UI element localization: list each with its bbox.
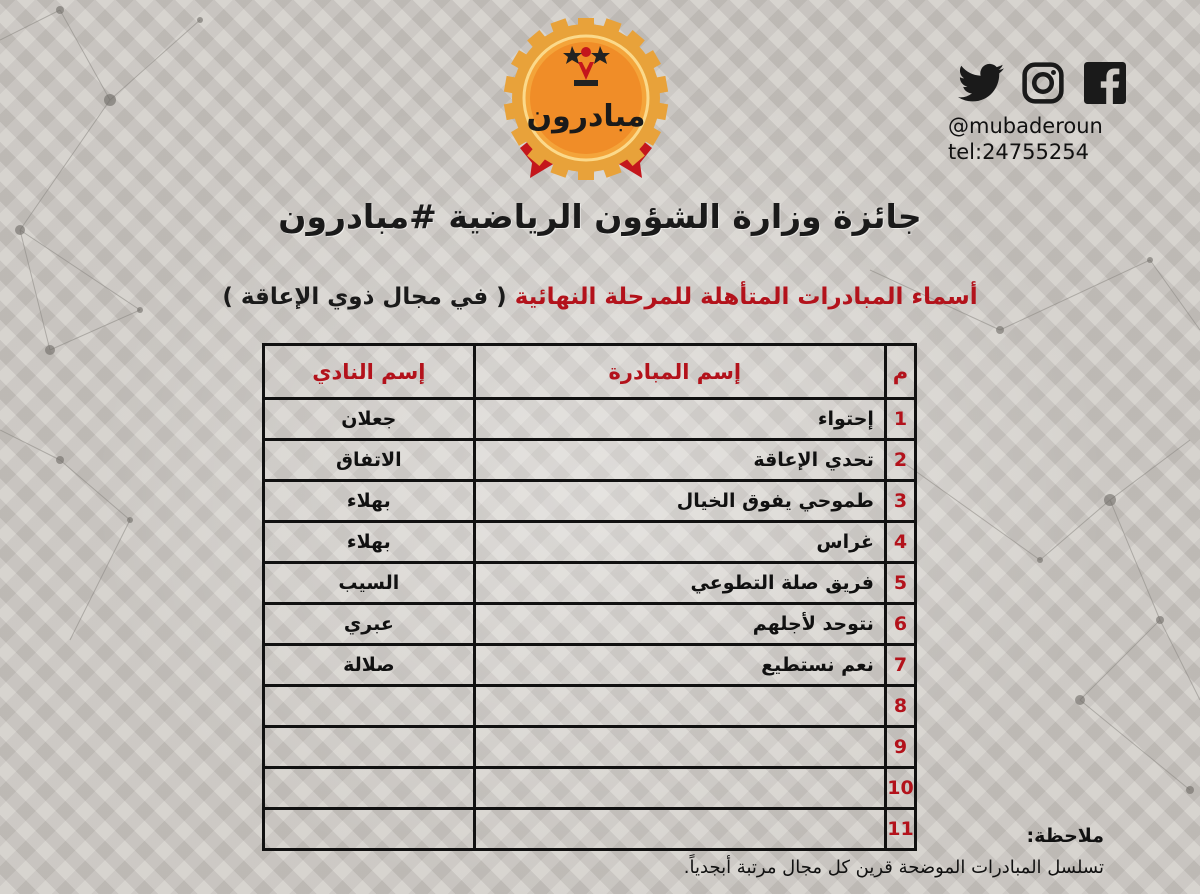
initiative-name: غراس bbox=[474, 522, 885, 563]
row-number: 2 bbox=[885, 440, 915, 481]
club-name: جعلان bbox=[264, 399, 475, 440]
initiative-name: طموحي يفوق الخيال bbox=[474, 481, 885, 522]
row-number: 3 bbox=[885, 481, 915, 522]
club-name bbox=[264, 727, 475, 768]
club-name: بهلاء bbox=[264, 522, 475, 563]
finalists-table bbox=[262, 343, 917, 851]
row-number: 4 bbox=[885, 522, 915, 563]
initiative-name bbox=[474, 727, 885, 768]
row-number: 8 bbox=[885, 686, 915, 727]
table-row bbox=[264, 727, 916, 768]
initiative-name: فريق صلة التطوعي bbox=[474, 563, 885, 604]
initiative-name bbox=[474, 686, 885, 727]
table-row bbox=[264, 481, 916, 522]
row-number: 9 bbox=[885, 727, 915, 768]
header-club: إسم النادي bbox=[264, 345, 475, 399]
club-name bbox=[264, 809, 475, 850]
table-row bbox=[264, 604, 916, 645]
table-row bbox=[264, 768, 916, 809]
initiative-name bbox=[474, 768, 885, 809]
table-row bbox=[264, 522, 916, 563]
subtitle-category: ( في مجال ذوي الإعاقة ) bbox=[222, 284, 507, 310]
club-name bbox=[264, 768, 475, 809]
note-label: ملاحظة: bbox=[1026, 825, 1104, 847]
phone-number[interactable]: tel:24755254 bbox=[948, 140, 1089, 164]
table-row bbox=[264, 645, 916, 686]
club-name: بهلاء bbox=[264, 481, 475, 522]
header-number: م bbox=[885, 345, 915, 399]
social-block bbox=[948, 60, 1128, 164]
finalists-table-wrap bbox=[262, 343, 917, 843]
row-number: 11 bbox=[885, 809, 915, 850]
club-name: عبري bbox=[264, 604, 475, 645]
logo-text: مبادرون bbox=[526, 99, 646, 134]
instagram-icon[interactable] bbox=[1020, 60, 1066, 106]
table-row bbox=[264, 440, 916, 481]
facebook-icon[interactable] bbox=[1082, 60, 1128, 106]
initiative-name bbox=[474, 809, 885, 850]
table-row bbox=[264, 563, 916, 604]
social-handle[interactable]: @mubaderoun bbox=[948, 114, 1103, 138]
initiative-name: نتوحد لأجلهم bbox=[474, 604, 885, 645]
note-text: تسلسل المبادرات الموضحة قرين كل مجال مرتبة أبجدياً. bbox=[683, 857, 1104, 878]
twitter-icon[interactable] bbox=[958, 60, 1004, 106]
initiative-name: تحدي الإعاقة bbox=[474, 440, 885, 481]
initiative-name: إحتواء bbox=[474, 399, 885, 440]
club-name bbox=[264, 686, 475, 727]
club-name: الاتفاق bbox=[264, 440, 475, 481]
initiative-name: نعم نستطيع bbox=[474, 645, 885, 686]
row-number: 10 bbox=[885, 768, 915, 809]
row-number: 7 bbox=[885, 645, 915, 686]
mubaderoun-logo bbox=[500, 18, 672, 186]
club-name: صلالة bbox=[264, 645, 475, 686]
page-title: جائزة وزارة الشؤون الرياضية #مبادرون bbox=[278, 197, 922, 236]
subtitle-main: أسماء المبادرات المتأهلة للمرحلة النهائية bbox=[514, 284, 978, 310]
table-row bbox=[264, 686, 916, 727]
page-subtitle bbox=[0, 284, 1200, 310]
row-number: 1 bbox=[885, 399, 915, 440]
row-number: 6 bbox=[885, 604, 915, 645]
club-name: السيب bbox=[264, 563, 475, 604]
row-number: 5 bbox=[885, 563, 915, 604]
header-initiative: إسم المبادرة bbox=[474, 345, 885, 399]
table-header-row bbox=[264, 345, 916, 399]
table-row bbox=[264, 809, 916, 850]
table-row bbox=[264, 399, 916, 440]
